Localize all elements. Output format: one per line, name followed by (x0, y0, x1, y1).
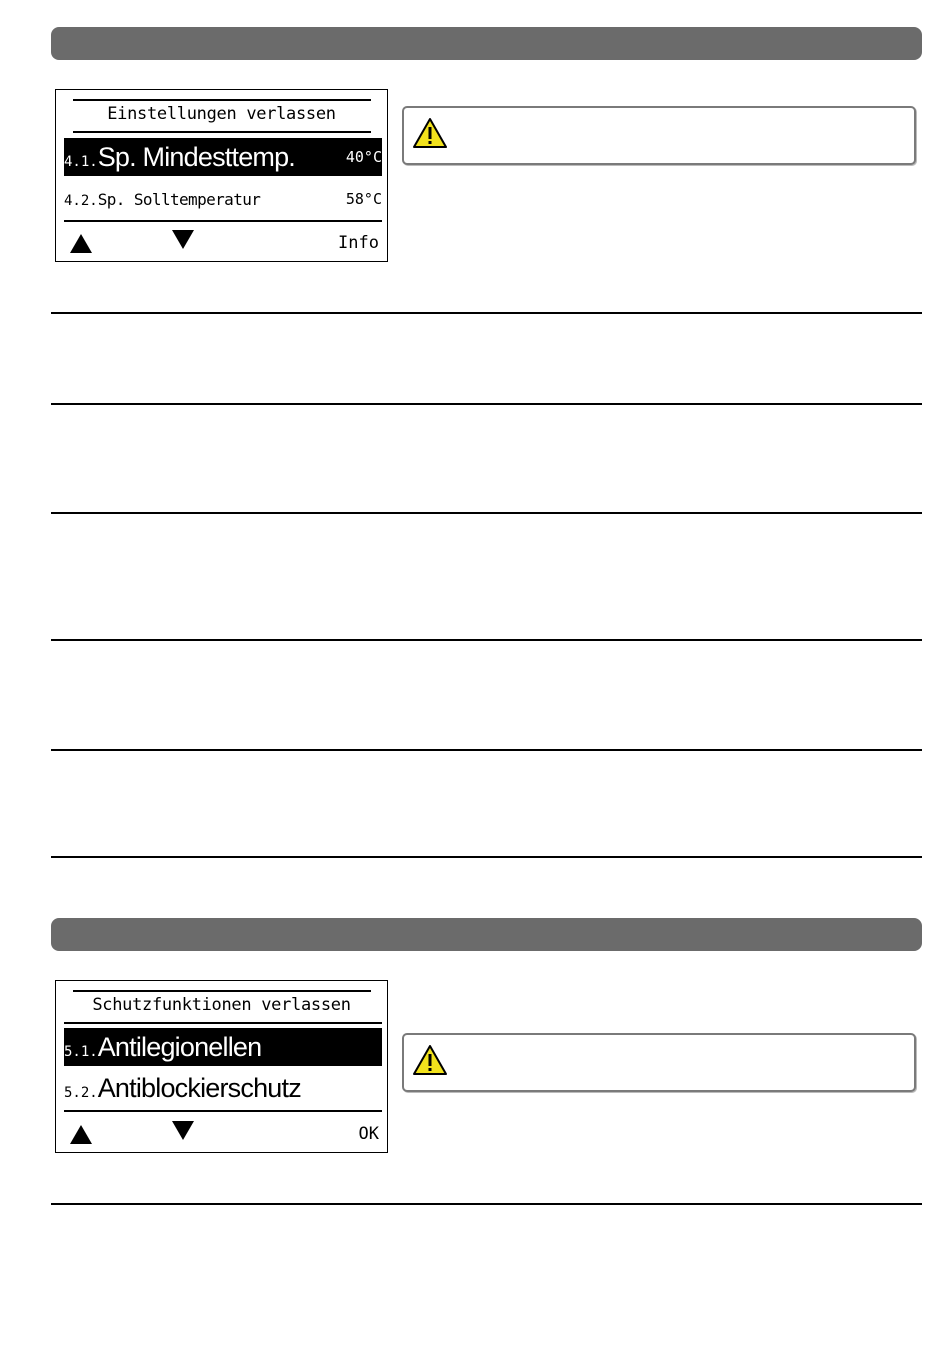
lcd-footer-rule (64, 1110, 382, 1112)
menu-item-number: 4.2. (64, 192, 98, 209)
section-header-bar-1 (51, 27, 922, 60)
lcd-top-rule (73, 990, 371, 992)
menu-item-value: 58°C (345, 190, 382, 208)
lcd-header-rule (64, 1022, 382, 1024)
menu-item-number: 5.1. (64, 1043, 98, 1060)
lcd-footer-rule (64, 220, 382, 222)
menu-item-label: Antiblockierschutz (97, 1072, 301, 1103)
down-arrow-icon[interactable] (172, 230, 194, 249)
warning-triangle-icon (412, 1044, 448, 1076)
divider (51, 639, 922, 641)
lcd-menu-item-4-2[interactable] (64, 180, 382, 218)
menu-item-label: Sp. Mindesttemp. (97, 141, 296, 172)
menu-item-number: 4.1. (64, 153, 98, 170)
lcd-menu-item-5-2[interactable] (64, 1069, 382, 1107)
divider (51, 312, 922, 314)
lcd-display-settings (55, 89, 388, 262)
warning-box-2 (402, 1033, 916, 1092)
divider (51, 749, 922, 751)
divider (51, 1203, 922, 1205)
info-button[interactable]: Info (338, 233, 379, 253)
lcd-header: Einstellungen verlassen (107, 104, 336, 124)
lcd-footer (68, 1120, 379, 1144)
warning-box-1 (402, 106, 916, 165)
up-arrow-icon[interactable] (70, 1125, 92, 1144)
lcd-footer (68, 229, 379, 253)
warning-triangle-icon (412, 117, 448, 149)
divider (51, 856, 922, 858)
lcd-header-rule (73, 131, 371, 133)
menu-item-label: Antilegionellen (97, 1031, 262, 1062)
lcd-menu-item-4-1[interactable] (64, 138, 382, 176)
divider (51, 512, 922, 514)
lcd-menu-item-5-1[interactable] (64, 1028, 382, 1066)
menu-item-value: 40°C (345, 148, 382, 166)
lcd-display-protection (55, 980, 388, 1153)
lcd-top-rule (73, 99, 371, 101)
section-header-bar-2 (51, 918, 922, 951)
up-arrow-icon[interactable] (70, 234, 92, 253)
menu-item-label: Sp. Solltemperatur (97, 189, 261, 209)
menu-item-number: 5.2. (64, 1084, 98, 1101)
down-arrow-icon[interactable] (172, 1121, 194, 1140)
ok-button[interactable]: OK (358, 1124, 379, 1144)
lcd-header: Schutzfunktionen verlassen (92, 995, 351, 1015)
divider (51, 403, 922, 405)
